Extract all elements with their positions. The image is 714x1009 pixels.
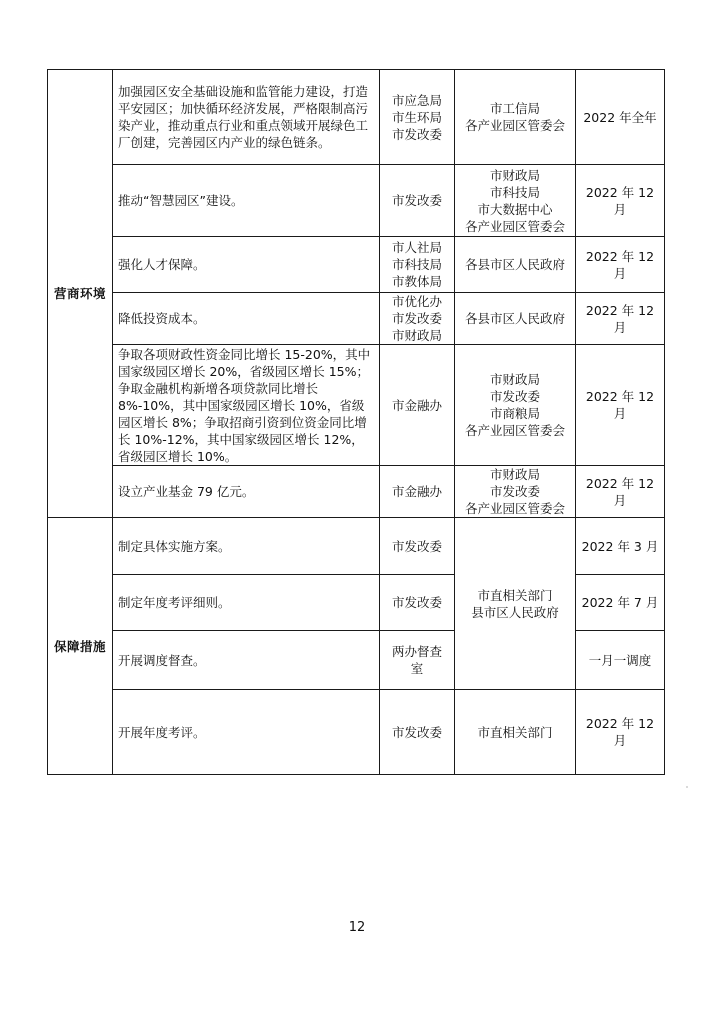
deadline-cell: 2022 年 12 月 xyxy=(576,690,665,775)
deadline-cell: 2022 年 12 月 xyxy=(576,293,665,345)
lead-unit-cell: 市发改委 xyxy=(380,518,455,575)
deadline-cell: 2022 年 3 月 xyxy=(576,518,665,575)
lead-unit-cell: 市金融办 xyxy=(380,345,455,466)
coop-unit-cell: 市财政局 市发改委 各产业园区管委会 xyxy=(455,466,576,518)
coop-unit-cell: 市直相关部门 县市区人民政府 xyxy=(455,518,576,690)
task-cell: 推动“智慧园区”建设。 xyxy=(113,165,380,237)
deadline-cell: 2022 年 12 月 xyxy=(576,237,665,293)
category-cell: 保障措施 xyxy=(48,518,113,775)
coop-unit-cell: 市工信局 各产业园区管委会 xyxy=(455,70,576,165)
scan-speck xyxy=(686,786,688,788)
deadline-cell: 2022 年全年 xyxy=(576,70,665,165)
deadline-cell: 2022 年 12 月 xyxy=(576,165,665,237)
table-row xyxy=(48,293,665,345)
coop-unit-cell: 各县市区人民政府 xyxy=(455,237,576,293)
table-row xyxy=(48,345,665,466)
deadline-cell: 2022 年 12 月 xyxy=(576,345,665,466)
coop-unit-cell: 市财政局 市发改委 市商粮局 各产业园区管委会 xyxy=(455,345,576,466)
deadline-cell: 2022 年 7 月 xyxy=(576,575,665,631)
task-cell: 开展调度督查。 xyxy=(113,631,380,690)
table-row xyxy=(48,518,665,575)
table-row xyxy=(48,70,665,165)
coop-unit-cell: 各县市区人民政府 xyxy=(455,293,576,345)
lead-unit-cell: 两办督查 室 xyxy=(380,631,455,690)
task-cell: 强化人才保障。 xyxy=(113,237,380,293)
lead-unit-cell: 市发改委 xyxy=(380,690,455,775)
task-cell: 加强园区安全基础设施和监管能力建设，打造平安园区；加快循环经济发展，严格限制高污染产业，推动重点行业和重点领域开展绿色工厂创建，完善园区内产业的绿色链条。 xyxy=(113,70,380,165)
lead-unit-cell: 市发改委 xyxy=(380,575,455,631)
task-cell: 争取各项财政性资金同比增长 15-20%，其中国家级园区增长 20%，省级园区增长 15%；争取金融机构新增各项贷款同比增长 8%-10%，其中国家级园区增长 10%，省级园区增长 8%；争取招商引资到位资金同比增长 10%-12%，其中国家级园区增长 12%，省级园区增长 10%。 xyxy=(113,345,380,466)
task-cell: 开展年度考评。 xyxy=(113,690,380,775)
table-row xyxy=(48,165,665,237)
table-row xyxy=(48,690,665,775)
task-cell: 设立产业基金 79 亿元。 xyxy=(113,466,380,518)
table-row xyxy=(48,466,665,518)
task-cell: 制定年度考评细则。 xyxy=(113,575,380,631)
deadline-cell: 一月一调度 xyxy=(576,631,665,690)
lead-unit-cell: 市金融办 xyxy=(380,466,455,518)
lead-unit-cell: 市发改委 xyxy=(380,165,455,237)
coop-unit-cell: 市财政局 市科技局 市大数据中心 各产业园区管委会 xyxy=(455,165,576,237)
coop-unit-cell: 市直相关部门 xyxy=(455,690,576,775)
task-cell: 制定具体实施方案。 xyxy=(113,518,380,575)
task-cell: 降低投资成本。 xyxy=(113,293,380,345)
table-row xyxy=(48,237,665,293)
lead-unit-cell: 市优化办 市发改委 市财政局 xyxy=(380,293,455,345)
category-cell: 营商环境 xyxy=(48,70,113,518)
lead-unit-cell: 市人社局 市科技局 市教体局 xyxy=(380,237,455,293)
deadline-cell: 2022 年 12 月 xyxy=(576,466,665,518)
task-table xyxy=(47,69,665,775)
page-number: 12 xyxy=(348,920,366,935)
lead-unit-cell: 市应急局 市生环局 市发改委 xyxy=(380,70,455,165)
